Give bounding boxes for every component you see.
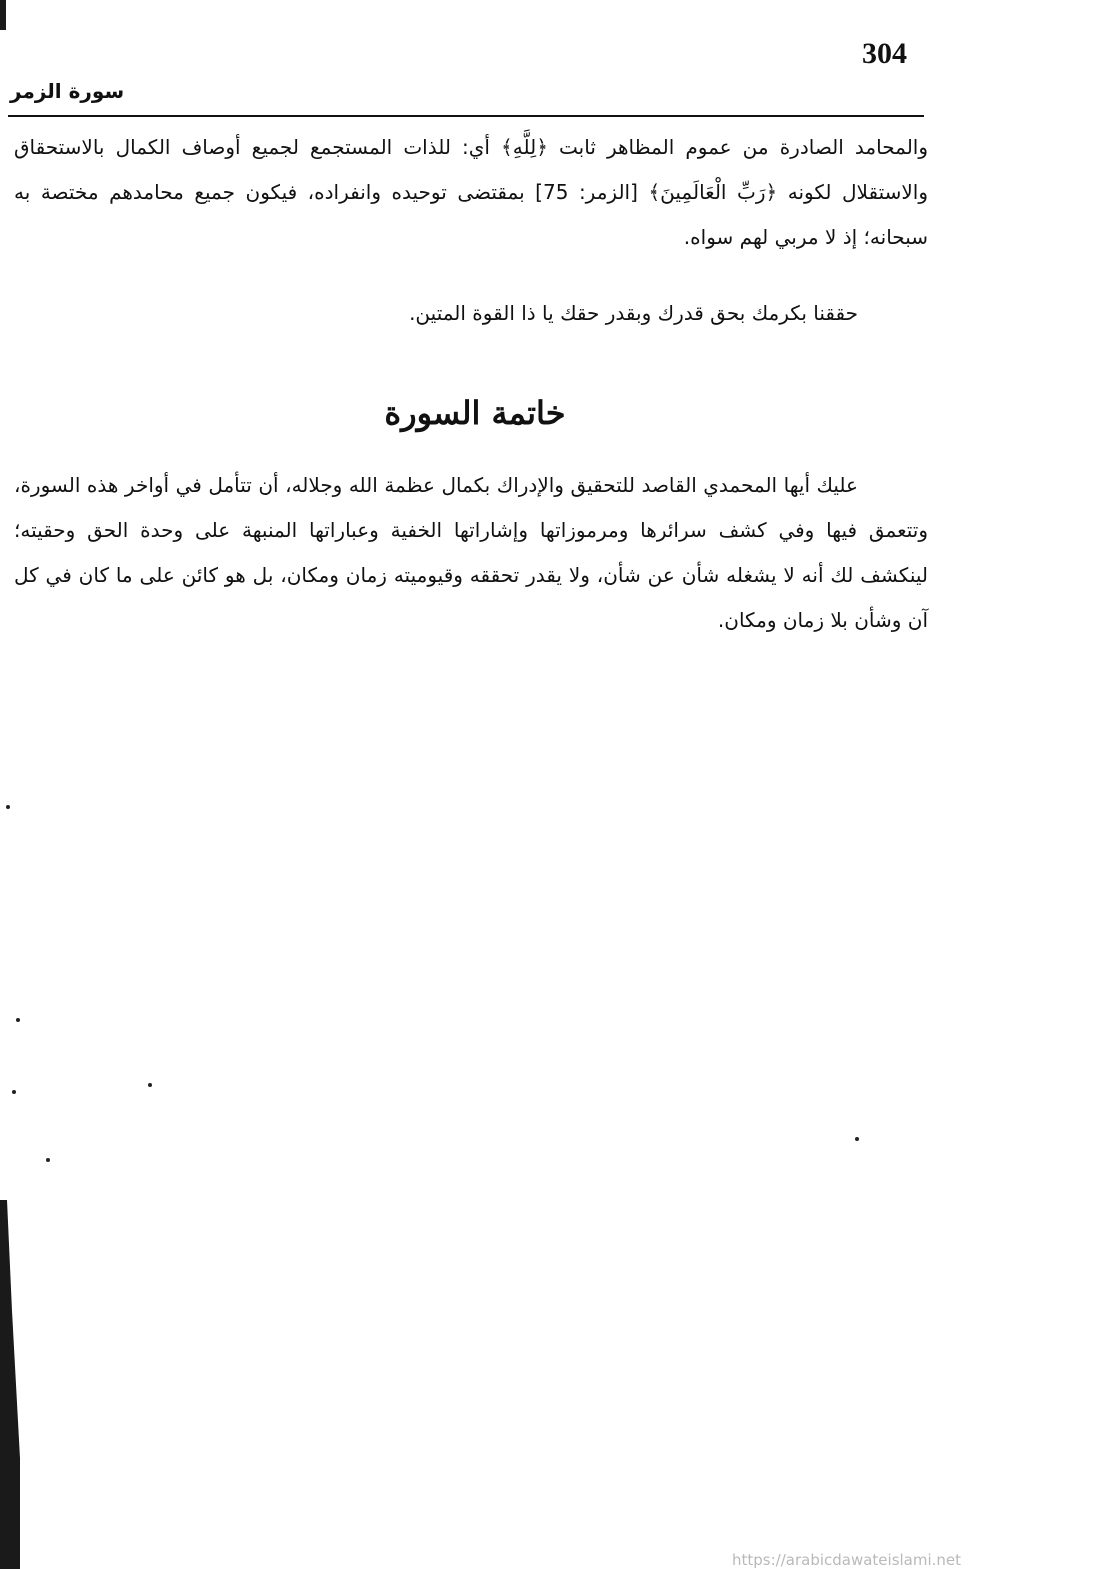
page-number: 304 <box>862 37 907 70</box>
body-paragraph-2: حققنا بكرمك بحق قدرك وبقدر حقك يا ذا القوة المتين. <box>409 301 858 325</box>
body-paragraph-1: والمحامد الصادرة من عموم المظاهر ثابت ﴿لِلَّهِ﴾ أي: للذات المستجمع لجميع أوصاف الكمال بالاستحقاق والاستقلال لكونه ﴿رَبِّ الْعَالَمِينَ﴾ [الزمر: 75] بمقتضى توحيده وانفراده، فيكون جميع محامدهم مختصة به سبحانه؛ إذ لا مربي لهم سواه. <box>14 135 929 249</box>
section-title: خاتمة السورة <box>384 394 566 432</box>
scan-shadow-top <box>0 0 6 30</box>
source-watermark: https://arabicdawateislami.net <box>732 1551 962 1569</box>
scan-speck <box>148 1083 152 1087</box>
scan-speck <box>16 1018 20 1022</box>
scan-shadow-left <box>0 1200 20 1569</box>
scan-speck <box>46 1158 50 1162</box>
scan-speck <box>6 805 10 809</box>
running-header-surah-title: سورة الزمر <box>10 79 125 103</box>
scan-speck <box>12 1090 16 1094</box>
scan-speck <box>855 1137 859 1141</box>
header-rule <box>8 115 924 117</box>
body-paragraph-3: عليك أيها المحمدي القاصد للتحقيق والإدراك بكمال عظمة الله وجلاله، أن تتأمل في أواخر هذه السورة، وتتعمق فيها وفي كشف سرائرها ومرموزاتها وإشاراتها الخفية وعباراتها المنبهة على وحدة الحق وحقيته؛ لينكشف لك أنه لا يشغله شأن عن شأن، ولا يقدر تحققه وقيوميته زمان ومكان، بل هو كائن على ما كان في كل آن وشأن بلا زمان ومكان. <box>14 473 928 632</box>
